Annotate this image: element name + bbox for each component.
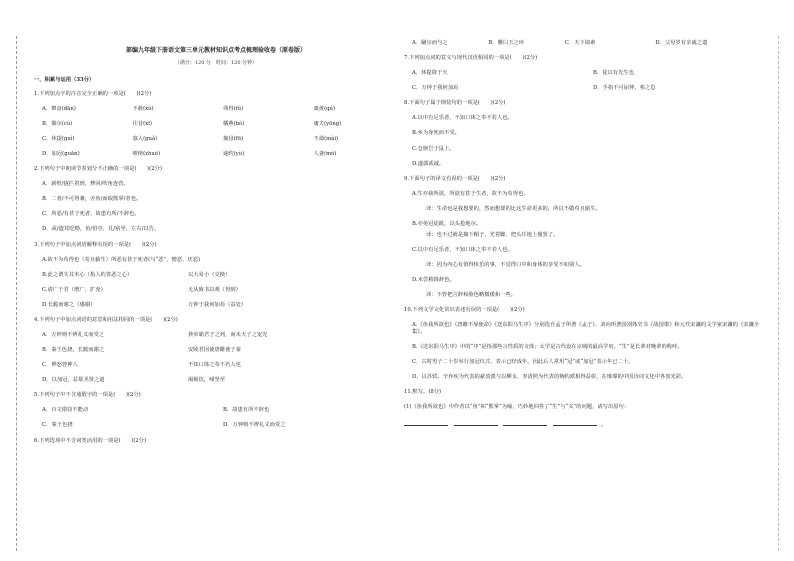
question-8-stem: 8.下面句子属于倒装句的一项是( )(2分) [404,100,506,107]
right-column [404,40,768,553]
q6-option-b: B．腰白玉之环 [488,40,525,46]
q4-b-left: B．秦王色挠，长跪而谢之 [42,347,105,354]
q3-option-a: A.故不为苟得也（苟且偷生）所恶有甚于死者(与“恶”，憎恶、厌恶) [42,256,201,263]
q9-option-d: D.未尝稍降辞色。 [412,277,455,284]
q4-d-right: 渴极饮，嗓坚至 [188,377,226,384]
q6-option-d: D．父母岁有亲戚之遗 [655,40,708,46]
fold-line-left [16,36,17,551]
q1-a1: A．簟食(dān) [42,105,76,112]
q3-option-b [42,272,398,278]
question-6-options [412,40,768,46]
q1-d1: D．加冠(guān) [42,151,80,158]
q9-option-a: A.生亦我所欲，所欲有甚于生者，故不为苟得也。 [412,190,529,197]
exam-subtitle: （满分：120 分 时间：120 分钟） [174,59,258,66]
question-1-stem: 1.下列加点字的注音完全正确的一项是( )(2分) [34,90,152,97]
question-3-stem: 3.下列句子中加点词语解释有误的一项是( )(2分) [34,241,157,248]
question-2-stem: 2.下列句子中朗读节奏划分不正确的一项是( )(2分) [34,166,162,173]
q4-option-b [42,347,398,353]
q1-a2: 不赦(xù) [132,105,154,112]
q9-option-c: C.以中有足乐者，不知口体之奉不若人也。 [412,247,513,254]
q9-option-d-translation: 译：不曾把言辞和脸色略微缓和一些。 [426,292,517,299]
left-column [34,38,398,553]
q3-d-left: D.长跪而谢之（感谢） [42,301,96,308]
q4-a-left: A．万钟则不辨礼义而受之 [42,331,105,338]
q11-tail: 。 [601,422,607,429]
q3-c-left: C.请广于君（增广、扩充） [42,286,106,293]
q1-c3: 摘恳(fū) [223,135,244,142]
question-5-stem: 5.下列句子中不含通假字的一项是( )(2分) [34,392,141,399]
q10-option-d: D．以苏轼、辛弃疾为代表的豪放派与以柳永、李清照为代表的婉约派相得益彰，在璀璨的中国诗词文化中各放光彩。 [412,373,687,380]
q10-option-b: B.《送东阳马生序》中的“序”是指那些言性质的文体；太学是古代设在京城的最高学府。“生”是长辈对晚辈的称呼。 [412,343,683,350]
answer-blank-3[interactable] [503,419,547,426]
q5-option-a: A．百文错窃不能动 [42,407,89,414]
answer-blank-1[interactable] [404,419,448,426]
answer-blank-4[interactable] [553,419,597,426]
q11-answer-line [404,419,768,428]
q1-d4: 人妻(mó) [313,151,337,158]
q1-d2: 喷榜(zhuó) [132,151,161,158]
q9-option-b: B.亦免冠徒跣，以头抢地尔。 [412,220,482,227]
q5-option-c: C．秦王色挠 [42,422,73,429]
q4-option-d [42,377,398,383]
q1-b2: 往昔(xī) [132,120,152,127]
q9-option-b-translation: 译：也不过就是摘下帽子，光着脚，把头往地上撞罢了。 [426,232,559,239]
question-5-options [42,407,398,428]
q6-option-c: C．天下缟素 [564,40,596,46]
question-9-stem: 9.下面句子的译文有误的一项是( )(2分) [404,175,506,182]
q3-b-left: B.此之谓失其本心（指人的善恶之心） [42,271,133,278]
fold-line-right [778,36,779,551]
q1-b4: 庸夫(yōng) [313,120,342,127]
q6-option-a: A．蹴尔而与之 [412,40,448,46]
q4-a-right: 挟举霸君子之列，而未天子之宠光 [188,331,268,338]
q3-d-right: 万钟于我何加焉（益处） [188,301,247,308]
q7-option-b: B．徒以有先生也 [593,70,634,77]
q2-option-a: A．新壁/拢拦着到，梦回/吹角连营。 [42,181,129,188]
q9-option-a-translation: 译：生命也是我想要的，然而想要的比这生命更多的，所以不做苟且偷生。 [426,205,601,212]
q8-option-c: C.仓廪岂于鼠上。 [412,145,455,152]
q1-b3: 橘燕(bó) [223,120,245,127]
q3-option-d [42,302,398,308]
q1-a4: 羹黄(qú) [313,105,336,112]
answer-blank-2[interactable] [454,419,498,426]
question-8-options [412,115,768,166]
q1-c4: 不蔼(mài) [313,135,339,142]
q1-b1: B．猢尔(cù) [42,120,73,127]
q2-option-c: C．所恶/有甚于死者，故患有所/不辞也。 [42,211,140,218]
q3-c-right: 无从致书以观（得到） [188,286,241,293]
question-4-stem: 4.下列句子中加点词语的意思和用法相同的一项是( )(2分) [34,316,178,323]
q5-option-b: B．故患有所不辞也 [223,407,270,414]
q3-b-right: 以大易小（交换） [188,271,231,278]
section-heading: 一、积累与运用（33分） [34,76,95,83]
q1-c2: 寡人(guǎ) [132,135,158,142]
q4-option-c [42,362,398,368]
q4-option-a [42,332,398,338]
q2-option-b: B．二者/不可得兼，舍鱼/而取熊掌/者也。 [42,196,142,203]
q5-option-d: D．万钟则不辨礼义而受之 [223,422,286,429]
question-2-options [42,181,398,232]
q4-d-left: D．以加冠，益慕圣贤之道 [42,377,105,384]
q3-option-c [42,287,398,293]
q1-a3: 弗得(fú) [223,105,244,112]
question-11-stem: 11.默写。(8分) [404,388,442,395]
question-6-stem: 6.下列选项中不含词类活用的一项是( )(2分) [34,437,147,444]
q7-option-a: A．休提降于天 [412,70,448,77]
q8-option-d: D.遂郭贰诚。 [412,160,445,167]
q10-option-c: C．古时男子二十岁举行加冠仪式，表示已经成年，因此后人常用“冠”或“加冠”表示年已二十。 [412,358,634,365]
q4-c-right: 不知口体之奉不若人也 [188,362,241,369]
q9-option-c-translation: 译：因为内心有值得快乐的事，不觉得口中和身体的享受不如别人。 [426,262,585,269]
q11-part-1: (1)《鱼我所欲也》中作者以“鱼”和“熊掌”为喻，巧妙地回答了“生”与“义”的问题，请写出原句： [404,403,630,410]
q4-b-right: 安陵君因使唐雎使于秦 [188,347,241,354]
question-7-options [412,70,768,91]
question-1-options [42,106,398,157]
exam-title: 部编九年级下册语文第三单元教材知识点考点梳理验收卷（原卷版） [125,47,306,54]
q1-d3: 逾约(yù) [223,151,245,158]
question-7-stem: 7.下列加点词的意义与现代汉语相同的一项是( )(2分) [404,55,538,62]
q1-c1: C．休提(guì) [42,135,75,142]
q10-option-a: A.《鱼我所欲也》《唐雎不辱使命》《送东阳马生序》分别选自孟子所著《孟子》、刘向所著国别体史书《战国策》和元代宋濂的文学家宋濂的《宋濂全集》。 [412,322,760,335]
q7-option-c: C．万钟于我何加焉 [412,85,459,92]
q4-c-left: C．烨怒曾神人 [42,362,78,369]
q2-option-d: D．或/遗其吃呦，鱼/倍亭，礼/宿至，左右/以告。 [42,226,160,233]
q8-option-b: B.乡为身死而不受。 [412,130,460,137]
q7-option-d: D．手指不可屈伸，弗之怠 [593,85,656,92]
q8-option-a: A.以中有足乐者，不知口体之奉不若人也。 [412,115,513,122]
question-10-stem: 10.下列文学文化常识表述有误的一项是( )(2分) [404,307,525,314]
